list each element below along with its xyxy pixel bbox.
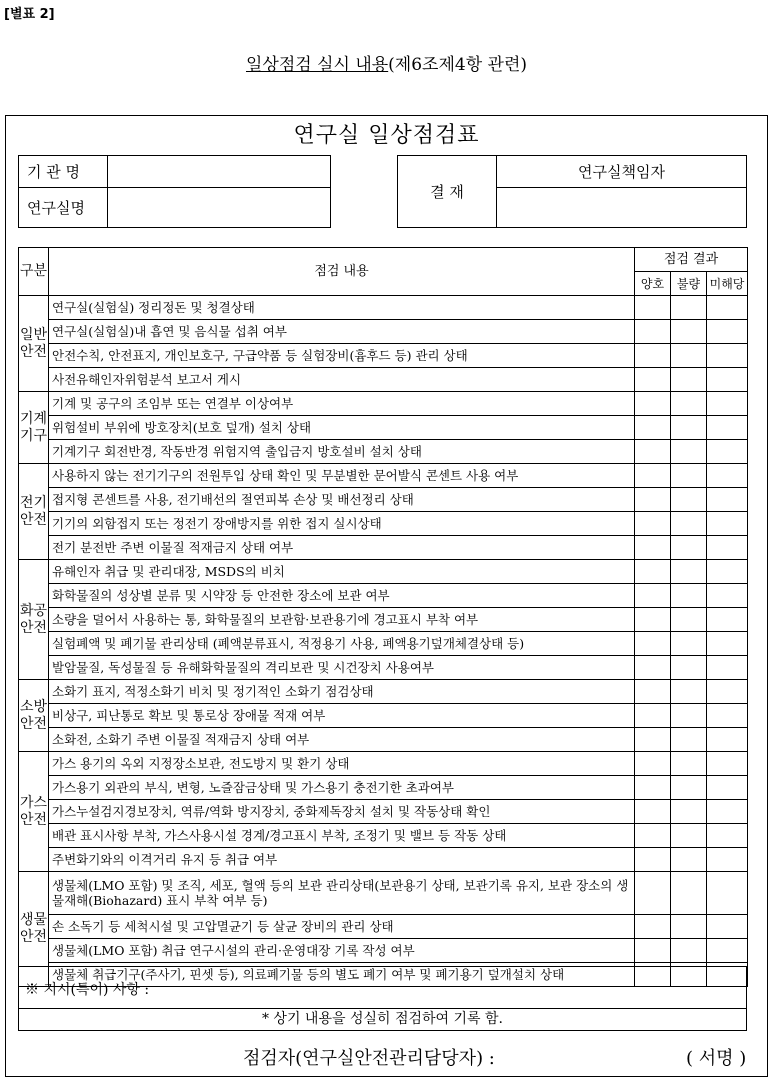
result-cell-na[interactable] <box>707 296 748 320</box>
inspection-row <box>19 416 748 440</box>
result-cell-na[interactable] <box>707 680 748 704</box>
result-cell-bad[interactable] <box>671 776 707 800</box>
result-cell-bad[interactable] <box>671 320 707 344</box>
result-cell-good[interactable] <box>635 632 671 656</box>
result-cell-na[interactable] <box>707 776 748 800</box>
result-cell-bad[interactable] <box>671 632 707 656</box>
result-cell-na[interactable] <box>707 440 748 464</box>
inspection-item: 화학물질의 성상별 분류 및 시약장 등 안전한 장소에 보관 여부 <box>49 584 635 608</box>
result-cell-bad[interactable] <box>671 536 707 560</box>
result-cell-bad[interactable] <box>671 416 707 440</box>
result-cell-bad[interactable] <box>671 800 707 824</box>
result-cell-good[interactable] <box>635 776 671 800</box>
category-general: 일반안전 <box>19 296 49 392</box>
result-cell-good[interactable] <box>635 440 671 464</box>
inspection-row <box>19 392 748 416</box>
result-cell-na[interactable] <box>707 728 748 752</box>
result-cell-na[interactable] <box>707 939 748 963</box>
result-cell-na[interactable] <box>707 584 748 608</box>
inspection-item: 소량을 덜어서 사용하는 통, 화학물질의 보관함·보관용기에 경고표시 부착 여부 <box>49 608 635 632</box>
result-cell-na[interactable] <box>707 392 748 416</box>
inspection-item: 안전수칙, 안전표지, 개인보호구, 구급약품 등 실험장비(흄후드 등) 관리 상태 <box>49 344 635 368</box>
inspection-item: 가스누설검지경보장치, 역류/역화 방지장치, 중화제독장치 설치 및 작동상태 확인 <box>49 800 635 824</box>
result-cell-good[interactable] <box>635 704 671 728</box>
result-cell-bad[interactable] <box>671 824 707 848</box>
result-cell-na[interactable] <box>707 656 748 680</box>
result-cell-good[interactable] <box>635 488 671 512</box>
result-cell-na[interactable] <box>707 320 748 344</box>
inspection-row <box>19 872 748 915</box>
category-machine: 기계기구 <box>19 392 49 464</box>
result-cell-good[interactable] <box>635 536 671 560</box>
result-cell-bad[interactable] <box>671 464 707 488</box>
result-cell-bad[interactable] <box>671 872 707 915</box>
result-cell-na[interactable] <box>707 560 748 584</box>
inspection-item: 소화전, 소화기 주변 이물질 적재금지 상태 여부 <box>49 728 635 752</box>
inspection-row <box>19 939 748 963</box>
inspection-item: 생물체 취급기구(주사기, 핀셋 등), 의료폐기물 등의 별도 폐기 여부 및 폐기용기 덮개설치 상태 <box>49 963 635 987</box>
inspection-item: 발암물질, 독성물질 등 유해화학물질의 격리보관 및 시건장치 사용여부 <box>49 656 635 680</box>
category-bio: 생물안전 <box>19 872 49 987</box>
result-cell-na[interactable] <box>707 536 748 560</box>
result-cell-good[interactable] <box>635 680 671 704</box>
inspection-row <box>19 320 748 344</box>
org-name-field[interactable] <box>108 156 331 188</box>
result-cell-good[interactable] <box>635 800 671 824</box>
approval-label: 결 재 <box>398 156 497 228</box>
result-header: 점검 결과 <box>635 248 748 272</box>
inspection-item: 사전유해인자위험분석 보고서 게시 <box>49 368 635 392</box>
lab-name-label: 연구실명 <box>19 188 108 228</box>
result-col-bad: 불량 <box>671 272 707 296</box>
inspection-item: 전기 분전반 주변 이물질 적재금지 상태 여부 <box>49 536 635 560</box>
result-cell-bad[interactable] <box>671 704 707 728</box>
inspection-row <box>19 848 748 872</box>
result-cell-na[interactable] <box>707 800 748 824</box>
result-cell-bad[interactable] <box>671 488 707 512</box>
inspection-item: 기계 및 공구의 조임부 또는 연결부 이상여부 <box>49 392 635 416</box>
inspection-item: 소화기 표지, 적정소화기 비치 및 정기적인 소화기 점검상태 <box>49 680 635 704</box>
result-cell-good[interactable] <box>635 464 671 488</box>
result-cell-good[interactable] <box>635 848 671 872</box>
inspection-row <box>19 728 748 752</box>
pledge-statement: * 상기 내용을 성실히 점검하여 기록 함. <box>18 1009 747 1031</box>
result-cell-good[interactable] <box>635 728 671 752</box>
result-cell-na[interactable] <box>707 488 748 512</box>
result-cell-na[interactable] <box>707 608 748 632</box>
inspection-item: 연구실(실험실) 정리정돈 및 청결상태 <box>49 296 635 320</box>
inspection-row <box>19 632 748 656</box>
inspection-row <box>19 915 748 939</box>
result-cell-good[interactable] <box>635 296 671 320</box>
category-fire: 소방안전 <box>19 680 49 752</box>
inspection-item: 손 소독기 등 세척시설 및 고압멸균기 등 살균 장비의 관리 상태 <box>49 915 635 939</box>
result-col-na: 미해당 <box>707 272 748 296</box>
result-cell-bad[interactable] <box>671 344 707 368</box>
inspection-row <box>19 440 748 464</box>
inspection-table <box>18 247 748 987</box>
result-cell-na[interactable] <box>707 752 748 776</box>
result-cell-good[interactable] <box>635 512 671 536</box>
inspection-row <box>19 464 748 488</box>
result-cell-na[interactable] <box>707 416 748 440</box>
inspection-item: 주변화기와의 이격거리 유지 등 취급 여부 <box>49 848 635 872</box>
result-cell-bad[interactable] <box>671 368 707 392</box>
result-cell-good[interactable] <box>635 608 671 632</box>
document-title-suffix: (제6조제4항 관련) <box>388 55 528 75</box>
inspection-item: 가스 용기의 옥외 지정장소보관, 전도방지 및 환기 상태 <box>49 752 635 776</box>
inspection-item: 유해인자 취급 및 관리대장, MSDS의 비치 <box>49 560 635 584</box>
inspection-item: 사용하지 않는 전기기구의 전원투입 상태 확인 및 무분별한 문어발식 콘센트 사용 여부 <box>49 464 635 488</box>
result-cell-bad[interactable] <box>671 656 707 680</box>
document-title-main: 일상점검 실시 내용 <box>245 55 389 75</box>
inspection-row <box>19 824 748 848</box>
result-cell-na[interactable] <box>707 344 748 368</box>
result-cell-bad[interactable] <box>671 560 707 584</box>
result-cell-na[interactable] <box>707 872 748 915</box>
result-cell-good[interactable] <box>635 915 671 939</box>
inspection-row <box>19 800 748 824</box>
result-cell-good[interactable] <box>635 939 671 963</box>
result-cell-good[interactable] <box>635 344 671 368</box>
category-gas: 가스안전 <box>19 752 49 872</box>
inspection-item: 위험설비 부위에 방호장치(보호 덮개) 설치 상태 <box>49 416 635 440</box>
result-cell-good[interactable] <box>635 656 671 680</box>
result-cell-good[interactable] <box>635 368 671 392</box>
result-cell-good[interactable] <box>635 584 671 608</box>
result-cell-bad[interactable] <box>671 728 707 752</box>
result-cell-good[interactable] <box>635 824 671 848</box>
inspection-row <box>19 584 748 608</box>
result-cell-good[interactable] <box>635 872 671 915</box>
inspector-label: 점검자(연구실안전관리담당자) : <box>243 1048 495 1069</box>
result-cell-na[interactable] <box>707 512 748 536</box>
result-cell-bad[interactable] <box>671 752 707 776</box>
content-header: 점검 내용 <box>49 248 635 296</box>
inspection-item: 배관 표시사항 부착, 가스사용시설 경계/경고표시 부착, 조정기 및 밸브 등 작동 상태 <box>49 824 635 848</box>
result-cell-good[interactable] <box>635 752 671 776</box>
result-cell-good[interactable] <box>635 392 671 416</box>
result-cell-good[interactable] <box>635 560 671 584</box>
category-electric: 전기안전 <box>19 464 49 560</box>
inspection-item: 비상구, 피난통로 확보 및 통로상 장애물 적재 여부 <box>49 704 635 728</box>
inspection-row <box>19 608 748 632</box>
inspection-row <box>19 344 748 368</box>
result-cell-bad[interactable] <box>671 440 707 464</box>
inspection-item: 가스용기 외관의 부식, 변형, 노즐잠금상태 및 가스용기 충전기한 초과여부 <box>49 776 635 800</box>
result-cell-na[interactable] <box>707 632 748 656</box>
inspection-row <box>19 704 748 728</box>
result-cell-na[interactable] <box>707 704 748 728</box>
org-name-label: 기 관 명 <box>19 156 108 188</box>
special-notes-label: ※ 지시(특이) 사항 : <box>25 982 150 998</box>
result-cell-na[interactable] <box>707 824 748 848</box>
inspection-row <box>19 512 748 536</box>
result-cell-bad[interactable] <box>671 848 707 872</box>
inspection-item: 생물체(LMO 포함) 취급 연구시설의 관리·운영대장 기록 작성 여부 <box>49 939 635 963</box>
inspection-item: 연구실(실험실)내 흡연 및 음식물 섭취 여부 <box>49 320 635 344</box>
inspection-row <box>19 776 748 800</box>
signature-label[interactable]: ( 서명 ) <box>686 1048 747 1069</box>
lab-manager-signature-box[interactable] <box>497 188 747 228</box>
document-title <box>0 50 773 75</box>
inspection-row <box>19 656 748 680</box>
result-cell-na[interactable] <box>707 368 748 392</box>
result-cell-bad[interactable] <box>671 296 707 320</box>
category-header: 구분 <box>19 248 49 296</box>
result-cell-bad[interactable] <box>671 680 707 704</box>
inspection-item: 기계기구 회전반경, 작동반경 위험지역 출입금지 방호설비 설치 상태 <box>49 440 635 464</box>
inspection-item: 실험폐액 및 폐기물 관리상태 (폐액분류표시, 적정용기 사용, 폐액용기덮개체결상태 등) <box>49 632 635 656</box>
result-cell-good[interactable] <box>635 416 671 440</box>
inspection-row <box>19 560 748 584</box>
annex-label: [별표 2] <box>4 7 55 22</box>
result-cell-na[interactable] <box>707 915 748 939</box>
inspection-item: 기기의 외함접지 또는 정전기 장애방지를 위한 접지 실시상태 <box>49 512 635 536</box>
result-cell-bad[interactable] <box>671 608 707 632</box>
inspection-row <box>19 296 748 320</box>
result-cell-na[interactable] <box>707 848 748 872</box>
result-cell-bad[interactable] <box>671 915 707 939</box>
inspection-row <box>19 488 748 512</box>
inspection-row <box>19 752 748 776</box>
result-cell-bad[interactable] <box>671 392 707 416</box>
lab-manager-label: 연구실책임자 <box>497 156 747 188</box>
result-cell-bad[interactable] <box>671 939 707 963</box>
lab-name-field[interactable] <box>108 188 331 228</box>
result-cell-bad[interactable] <box>671 584 707 608</box>
result-cell-good[interactable] <box>635 320 671 344</box>
inspection-row <box>19 368 748 392</box>
inspection-row <box>19 680 748 704</box>
category-chemical: 화공안전 <box>19 560 49 680</box>
special-notes-box[interactable] <box>18 966 747 1009</box>
result-cell-bad[interactable] <box>671 512 707 536</box>
inspection-item: 접지형 콘센트를 사용, 전기배선의 절연피복 손상 및 배선정리 상태 <box>49 488 635 512</box>
approval-table <box>397 155 747 228</box>
form-title: 연구실 일상점검표 <box>293 123 480 148</box>
inspection-item: 생물체(LMO 포함) 및 조직, 세포, 혈액 등의 보관 관리상태(보관용기 상태, 보관기록 유지, 보관 장소의 생물재해(Biohazard) 표시 부착 여부 등) <box>49 872 635 915</box>
inspection-row <box>19 536 748 560</box>
result-col-good: 양호 <box>635 272 671 296</box>
lab-info-table <box>18 155 331 228</box>
result-cell-na[interactable] <box>707 464 748 488</box>
